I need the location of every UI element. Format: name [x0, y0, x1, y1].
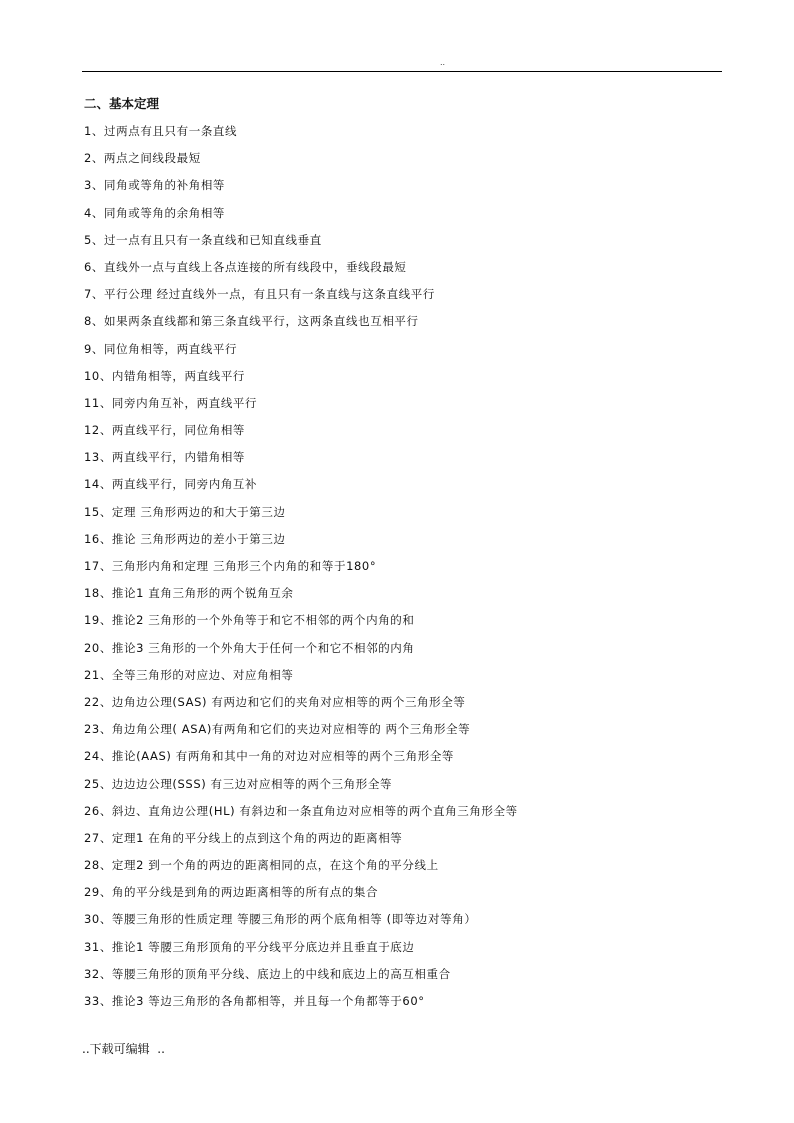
- theorem-item: 30、等腰三角形的性质定理 等腰三角形的两个底角相等 (即等边对等角）: [84, 912, 477, 927]
- theorem-item: 1、过两点有且只有一条直线: [84, 124, 238, 138]
- theorem-item: 2、两点之间线段最短: [84, 151, 201, 166]
- theorem-item: 15、定理 三角形两边的和大于第三边: [84, 504, 286, 519]
- theorem-item: 4、同角或等角的余角相等: [84, 205, 226, 220]
- theorem-item: 32、等腰三角形的顶角平分线、底边上的中线和底边上的高互相重合: [84, 966, 451, 981]
- theorem-item: 10、内错角相等，两直线平行: [84, 368, 246, 383]
- theorem-item: 25、边边边公理(SSS) 有三边对应相等的两个三角形全等: [84, 776, 393, 791]
- theorem-item: 11、同旁内角互补，两直线平行: [84, 395, 258, 410]
- header-dots: ..: [440, 58, 446, 67]
- theorem-item: 12、两直线平行，同位角相等: [84, 423, 246, 438]
- footer-text: ..下载可编辑 ..: [82, 1042, 165, 1056]
- theorem-item: 7、平行公理 经过直线外一点，有且只有一条直线与这条直线平行: [84, 287, 435, 302]
- theorem-item: 19、推论2 三角形的一个外角等于和它不相邻的两个内角的和: [84, 613, 415, 628]
- theorem-item: 29、角的平分线是到角的两边距离相等的所有点的集合: [84, 885, 379, 900]
- theorem-item: 6、直线外一点与直线上各点连接的所有线段中，垂线段最短: [84, 259, 407, 274]
- theorem-item: 17、三角形内角和定理 三角形三个内角的和等于180°: [84, 559, 377, 573]
- theorem-item: 22、边角边公理(SAS) 有两边和它们的夹角对应相等的两个三角形全等: [84, 694, 466, 709]
- theorem-item: 5、过一点有且只有一条直线和已知直线垂直: [84, 232, 322, 247]
- theorem-item: 8、如果两条直线都和第三条直线平行，这两条直线也互相平行: [84, 314, 419, 329]
- theorem-item: 18、推论1 直角三角形的两个锐角互余: [84, 586, 294, 601]
- theorem-item: 21、全等三角形的对应边、对应角相等: [84, 667, 294, 682]
- theorem-item: 27、定理1 在角的平分线上的点到这个角的两边的距离相等: [84, 830, 403, 845]
- theorem-list: [84, 121, 724, 1018]
- theorem-item: 24、推论(AAS) 有两角和其中一角的对边对应相等的两个三角形全等: [84, 749, 455, 764]
- theorem-item: 20、推论3 三角形的一个外角大于任何一个和它不相邻的内角: [84, 640, 415, 655]
- section-title: 二、基本定理: [84, 96, 160, 111]
- theorem-item: 13、两直线平行，内错角相等: [84, 450, 246, 465]
- theorem-item: 14、两直线平行，同旁内角互补: [84, 477, 258, 492]
- theorem-item: 16、推论 三角形两边的差小于第三边: [84, 531, 286, 546]
- theorem-item: 9、同位角相等，两直线平行: [84, 341, 238, 356]
- theorem-item: 26、斜边、直角边公理(HL) 有斜边和一条直角边对应相等的两个直角三角形全等: [84, 803, 518, 818]
- theorem-item: 23、角边角公理( ASA)有两角和它们的夹边对应相等的 两个三角形全等: [84, 722, 471, 737]
- header-rule: [82, 71, 722, 72]
- theorem-item: 28、定理2 到一个角的两边的距离相同的点，在这个角的平分线上: [84, 858, 439, 873]
- theorem-item: 33、推论3 等边三角形的各角都相等，并且每一个角都等于60°: [84, 994, 425, 1008]
- theorem-item: 31、推论1 等腰三角形顶角的平分线平分底边并且垂直于底边: [84, 939, 415, 954]
- theorem-item: 3、同角或等角的补角相等: [84, 178, 226, 193]
